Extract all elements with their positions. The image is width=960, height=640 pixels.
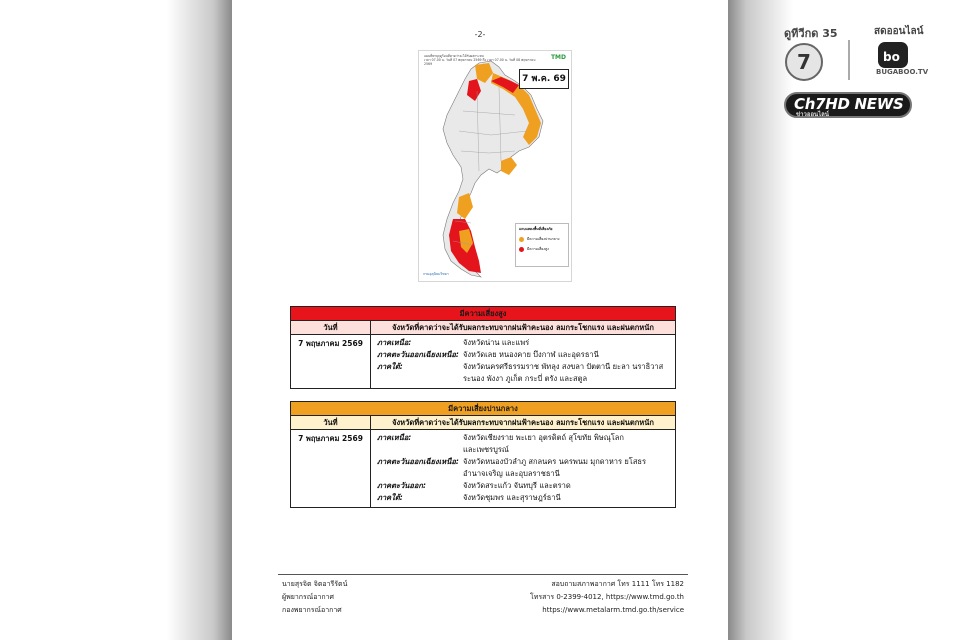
table-row — [377, 492, 669, 504]
region-provinces: จังหวัดนครศรีธรรมราช พัทลุง สงขลา ปัตตานี ยะลา นราธิวาส — [463, 362, 664, 371]
region-name: ภาคตะวันออกเฉียงเหนือ: — [377, 350, 459, 359]
mid-risk-column-headers — [291, 416, 675, 430]
mid-risk-regions — [371, 430, 675, 507]
mid-risk-title: มีความเสี่ยงปานกลาง — [291, 402, 675, 416]
region-provinces: และเพชรบูรณ์ — [463, 445, 509, 454]
mid-risk-col-date: วันที่ — [291, 416, 371, 429]
map-header — [424, 54, 544, 66]
table-row — [377, 349, 669, 361]
high-risk-table — [290, 306, 676, 389]
legend-dot-mid — [519, 237, 524, 242]
region-provinces: จังหวัดเชียงราย พะเยา อุตรดิตถ์ สุโขทัย พิษณุโลก — [463, 433, 624, 442]
mid-risk-col-desc: จังหวัดที่คาดว่าจะได้รับผลกระทบจากฝนฟ้าคะนอง ลมกระโชกแรง และฝนตกหนัก — [392, 418, 654, 427]
table-row — [377, 444, 669, 456]
region-provinces: จังหวัดหนองบัวลำภู สกลนคร นครพนม มุกดาหาร ยโสธร — [463, 457, 647, 466]
channel-logo-overlay — [780, 22, 940, 122]
logo-divider — [848, 40, 850, 80]
left-background — [0, 0, 232, 640]
region-name: ภาคตะวันออกเฉียงเหนือ: — [377, 457, 459, 466]
legend-title: แถบแสดงพื้นที่เสี่ยงภัย — [519, 227, 553, 231]
region-name — [377, 444, 463, 456]
forecaster-title: ผู้พยากรณ์อากาศ — [282, 593, 334, 601]
footer-left — [282, 578, 347, 617]
high-risk-col-date: วันที่ — [291, 321, 371, 334]
region-provinces: ระนอง พังงา ภูเก็ต กระบี่ ตรัง และสตูล — [463, 374, 588, 383]
risk-map-figure — [418, 50, 572, 282]
high-risk-column-headers — [291, 321, 675, 335]
region-provinces: จังหวัดน่าน และแพร่ — [463, 338, 530, 347]
bugaboo-text: BUGABOO.TV — [876, 68, 929, 76]
region-name — [377, 468, 463, 480]
mid-risk-date: 7 พฤษภาคม 2569 — [291, 430, 371, 507]
map-legend — [515, 223, 569, 267]
region-name — [377, 373, 463, 385]
forecast-division: กองพยากรณ์อากาศ — [282, 606, 342, 614]
ch7-number-icon: 7 — [797, 50, 811, 74]
region-provinces: จังหวัดสระแก้ว จันทบุรี และตราด — [463, 481, 571, 490]
legend-dot-high — [519, 247, 524, 252]
region-provinces: จังหวัดเลย หนองคาย บึงกาฬ และอุดรธานี — [463, 350, 599, 359]
footer-divider — [278, 574, 688, 575]
contact-service-url: https://www.metalarm.tmd.go.th/service — [542, 606, 684, 614]
mid-risk-table — [290, 401, 676, 508]
high-risk-col-desc: จังหวัดที่คาดว่าจะได้รับผลกระทบจากฝนฟ้าคะนอง ลมกระโชกแรง และฝนตกหนัก — [392, 323, 654, 332]
region-name: ภาคเหนือ: — [377, 433, 412, 442]
channel-number-label: ดูทีวีกด 35 — [784, 27, 838, 40]
contact-phone: สอบถามสภาพอากาศ โทร 1111 โทร 1182 — [551, 580, 684, 588]
legend-label-high: มีความเสี่ยงสูง — [527, 247, 549, 251]
table-row — [377, 480, 669, 492]
map-date-label: 7 พ.ค. 69 — [519, 69, 569, 89]
table-row — [377, 373, 669, 385]
document-page — [232, 0, 728, 640]
high-risk-regions — [371, 335, 675, 388]
footer-right — [530, 578, 684, 617]
region-provinces: จังหวัดชุมพร และสุราษฎร์ธานี — [463, 493, 561, 502]
tmd-logo: TMD — [550, 54, 566, 61]
table-row — [377, 337, 669, 349]
mid-risk-body — [291, 430, 675, 507]
ch7-news-badge — [784, 92, 912, 118]
contact-fax-web: โทรสาร 0-2399-4012, https://www.tmd.go.th — [530, 593, 684, 601]
forecaster-name: นายสุรจิต จิตอารีรัตน์ — [282, 580, 348, 588]
map-footer-text: กรมอุตุนิยมวิทยา — [423, 272, 449, 276]
brand-subtext: ข่าวออนไลน์ — [796, 111, 829, 118]
legend-label-mid: มีความเสี่ยงปานกลาง — [527, 237, 560, 241]
region-provinces: อำนาจเจริญ และอุบลราชธานี — [463, 469, 560, 478]
table-row — [377, 361, 669, 373]
region-name: ภาคตะวันออก: — [377, 481, 426, 490]
table-row — [377, 456, 669, 468]
high-risk-body — [291, 335, 675, 388]
high-risk-title: มีความเสี่ยงสูง — [291, 307, 675, 321]
table-row — [377, 468, 669, 480]
live-online-label: สดออนไลน์ — [874, 26, 924, 37]
map-header-line2: เวลา 07.00 น. วันที่ 07 พฤษภาคม 2569 ถึง เวลา 07.00 น. วันที่ 08 พฤษภาคม 2569 — [424, 58, 536, 66]
legend-item-mid — [519, 237, 565, 242]
map-header-line1: แผนที่พายุฤดูร้อนที่คาดว่าจะได้รับผลกระทบ — [424, 54, 484, 58]
legend-item-high — [519, 247, 565, 252]
brand-text: Ch7HD NEWS — [794, 95, 904, 113]
region-name: ภาคใต้: — [377, 362, 403, 371]
high-risk-date: 7 พฤษภาคม 2569 — [291, 335, 371, 388]
region-name: ภาคใต้: — [377, 493, 403, 502]
table-row — [377, 432, 669, 444]
page-number: -2- — [474, 30, 486, 39]
bugaboo-glyph-icon: bo — [883, 50, 900, 64]
region-name: ภาคเหนือ: — [377, 338, 412, 347]
